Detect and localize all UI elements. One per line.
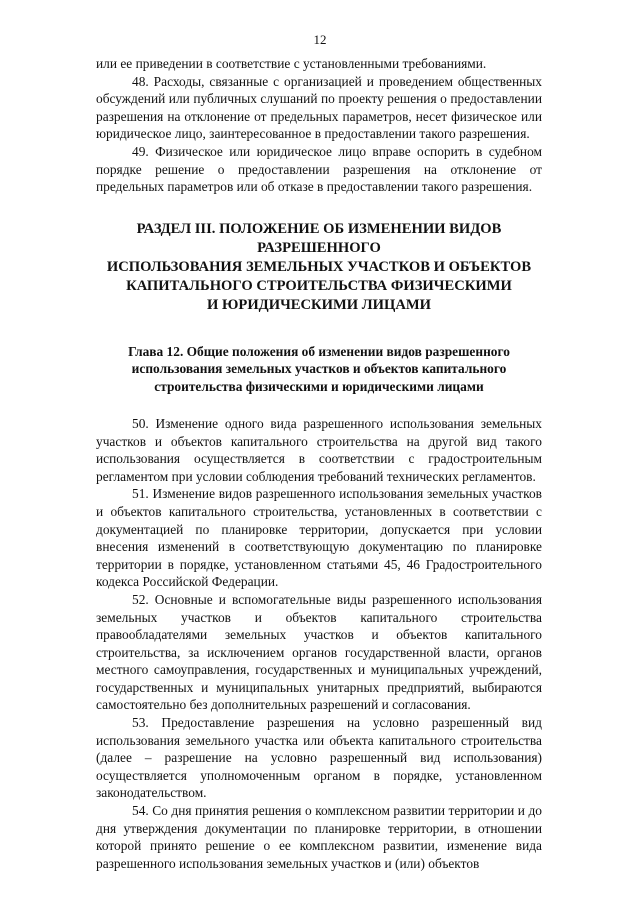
paragraph-54: 54. Со дня принятия решения о комплексном развитии территории и до дня утверждения документации по планировке территории, в отношении которой принято решение о ее комплексном развитии, изменение вида разрешенного использования земельных участков и (или) объектов (96, 803, 542, 871)
paragraph-continuation: или ее приведении в соответствие с установленными требованиями. (96, 56, 487, 71)
section-title-line: КАПИТАЛЬНОГО СТРОИТЕЛЬСТВА ФИЗИЧЕСКИМИ (126, 277, 512, 294)
paragraph-48: 48. Расходы, связанные с организацией и проведением общественных обсуждений или публичных слушаний по проекту решения о предоставлении разрешения на отклонение от предельных параметров, несет физическое или юридическое лицо, заинтересованное в предоставлении такого разрешения. (96, 73, 542, 142)
section-title-line: ИСПОЛЬЗОВАНИЯ ЗЕМЕЛЬНЫХ УЧАСТКОВ И ОБЪЕКТОВ (106, 258, 532, 275)
chapter-title-line: Глава 12. Общие положения об изменении видов разрешенного (128, 343, 510, 359)
paragraph-51: 51. Изменение видов разрешенного использования земельных участков и объектов капитального строительства, установленных в соответствии с документацией по планировке территории, допускается при условии внесения изменений в соответствующую документацию по планировке территории в порядке, установленном статьями 45, 46 Градостроительного кодекса Российской Федерации. (96, 486, 542, 590)
page-content (96, 55, 542, 872)
paragraph-50: 50. Изменение одного вида разрешенного использования земельных участков и объектов капитального строительства на другой вид такого использования осуществляется в соответствии с градостроительным регламентом при условии соблюдения требований технических регламентов. (96, 415, 542, 484)
chapter-title (96, 343, 542, 395)
paragraph-49: 49. Физическое или юридическое лицо вправе оспорить в судебном порядке решение о предоставлении разрешения на отклонение от предельных параметров или об отказе в предоставлении такого разрешения. (96, 143, 542, 195)
chapter-title-line: использования земельных участков и объектов капитального (131, 361, 507, 377)
section-title-line: РАЗДЕЛ III. ПОЛОЖЕНИЕ ОБ ИЗМЕНЕНИИ ВИДОВ РАЗРЕШЕННОГО (136, 220, 502, 256)
page-number: 12 (313, 32, 327, 47)
paragraph-53: 53. Предоставление разрешения на условно разрешенный вид использования земельного участка или объекта капитального строительства (далее – разрешение на условно разрешенный вид использования) осуществляется уполномоченным органом в порядке, установленном законодательством. (96, 715, 542, 801)
paragraph-52: 52. Основные и вспомогательные виды разрешенного использования земельных участков и объектов капитального строительства правообладателями земельных участков и объектов капитального строительства, за исключением органов государственной власти, органов местного самоуправления, государственных и муниципальных учреждений, государственных и муниципальных унитарных предприятий, выбираются самостоятельно без дополнительных разрешений и согласования. (96, 591, 542, 713)
spacer (96, 395, 542, 415)
section-title-line: И ЮРИДИЧЕСКИМИ ЛИЦАМИ (206, 296, 432, 313)
chapter-title-line: строительства физическими и юридическими лицами (154, 378, 484, 394)
section-title (96, 220, 542, 315)
